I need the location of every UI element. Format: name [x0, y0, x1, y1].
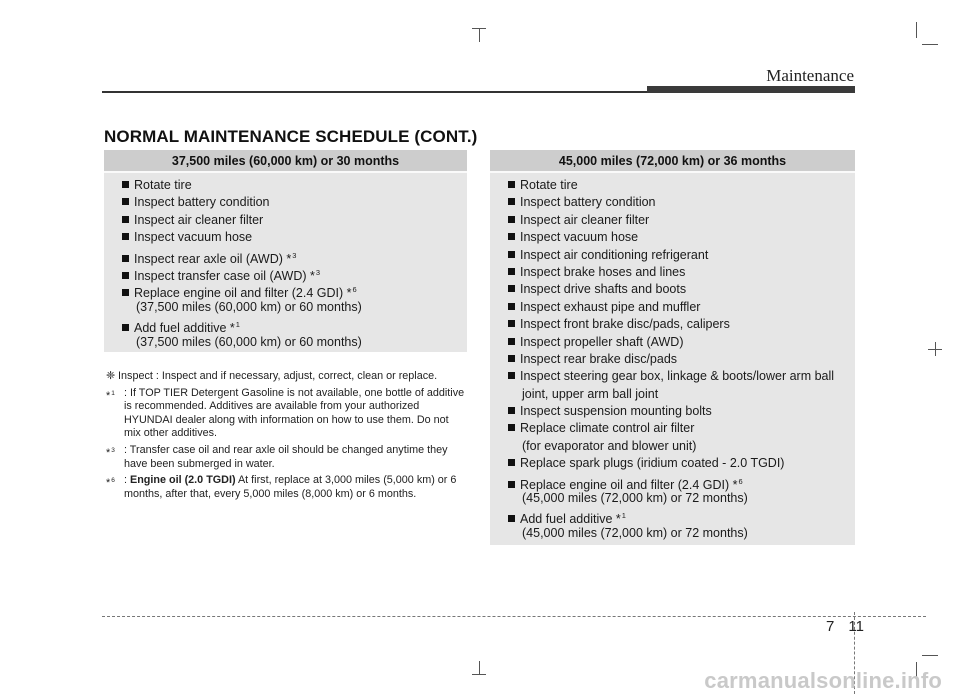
schedule-item-text: Inspect air cleaner filter: [520, 212, 650, 227]
schedule-item-text: (for evaporator and blower unit): [522, 438, 697, 453]
schedule-item: [498, 281, 855, 298]
schedule-item-text: Inspect drive shafts and boots: [520, 282, 687, 297]
footnote-text: : Transfer case oil and rear axle oil should be changed anytime they have been submerged in water.: [124, 443, 448, 470]
checkbox-icon: [122, 272, 129, 279]
footnote-3: [106, 444, 466, 471]
footnote-text: : If TOP TIER Detergent Gasoline is not available, one bottle of additive is recommended. Additives are available from your authorized HYUNDAI dealer along with information on how to use them. Do not mix other additives.: [124, 386, 465, 440]
schedule-item-text: Inspect front brake disc/pads, calipers: [520, 317, 730, 332]
schedule-item: [498, 177, 855, 194]
checkbox-icon: [508, 407, 515, 414]
schedule-item-text: Inspect steering gear box, linkage & boots/lower arm ball: [520, 369, 835, 384]
footnote-6: *$^6$ : Engine oil (2.0 TGDI) At first, replace at 3,000 miles (5,000 km) or 6 months, after that, every 5,000 miles (8,000 km) or 6 months.: [106, 474, 457, 500]
checkbox-icon: [508, 338, 515, 345]
schedule-item-text: (37,500 miles (60,000 km) or 60 months): [136, 299, 362, 314]
footnote-reference: 1: [621, 511, 626, 521]
checkbox-icon: [122, 233, 129, 240]
schedule-item: [498, 316, 855, 333]
schedule-item: [112, 334, 467, 351]
schedule-item: [498, 455, 855, 472]
crop-mark-right-middle-v: [935, 342, 936, 356]
footnote-reference: 6: [738, 476, 743, 486]
checkbox-icon: [122, 324, 129, 331]
schedule-item-text: Inspect propeller shaft (AWD): [520, 334, 684, 349]
schedule-item-text: Inspect vacuum hose: [520, 230, 639, 245]
schedule-item-text: Replace climate control air filter: [520, 421, 695, 436]
schedule-item: [498, 525, 855, 542]
schedule-item-text: Inspect rear brake disc/pads: [520, 351, 678, 366]
schedule-45000: [490, 150, 855, 545]
chapter-title: Maintenance: [766, 66, 854, 85]
checkbox-icon: [508, 198, 515, 205]
schedule-item: [498, 229, 855, 246]
checkbox-icon: [122, 289, 129, 296]
schedule-item: [498, 299, 855, 316]
checkbox-icon: [508, 285, 515, 292]
page-in-chapter: 11: [848, 618, 864, 635]
checkbox-icon: [508, 216, 515, 223]
checkbox-icon: [508, 268, 515, 275]
schedule-item-text: Add fuel additive *: [520, 512, 621, 527]
schedule-item: [112, 212, 467, 229]
schedule-item-text: Inspect rear axle oil (AWD) *: [134, 251, 292, 266]
checkbox-icon: [508, 459, 515, 466]
checkbox-icon: [508, 320, 515, 327]
schedule-item-text: Replace spark plugs (iridium coated - 2.0 TGDI): [520, 456, 785, 471]
schedule-item: [112, 229, 467, 246]
schedule-item: [112, 281, 467, 301]
section-title: NORMAL MAINTENANCE SCHEDULE (CONT.): [104, 127, 478, 146]
footnote-text: At first, replace at 3,000 miles (5,000 km) or 6 months, after that, every 5,000 miles (8,000 km) or 6 months.: [124, 474, 457, 500]
schedule-item-text: (45,000 miles (72,000 km) or 72 months): [522, 525, 748, 540]
schedule-item-text: Inspect brake hoses and lines: [520, 264, 686, 279]
schedule-item: [498, 473, 855, 490]
header-rule: [102, 91, 647, 93]
schedule-heading: 45,000 miles (72,000 km) or 36 months: [490, 150, 855, 173]
note-inspect: ❈ Inspect : Inspect and if necessary, adjust, correct, clean or replace.: [106, 370, 438, 382]
crop-mark-top-right-h: [922, 44, 938, 45]
schedule-item: [112, 264, 467, 281]
schedule-item-text: Replace engine oil and filter (2.4 GDI) *: [520, 477, 738, 492]
checkbox-icon: [122, 255, 129, 262]
schedule-list: [104, 173, 467, 357]
schedule-item: [498, 438, 855, 455]
schedule-item: [112, 316, 467, 336]
footnote-marker: *$^1$: [106, 389, 115, 402]
schedule-item: [498, 420, 855, 437]
schedule-item: [498, 368, 855, 385]
schedule-item-text: Rotate tire: [134, 178, 192, 192]
schedule-item-text: Rotate tire: [520, 178, 578, 192]
footnote-marker: *$^6$: [106, 477, 115, 490]
schedule-item-text: Add fuel additive *: [134, 321, 235, 336]
schedule-item-text: joint, upper arm ball joint: [522, 386, 659, 401]
schedule-item-text: Inspect air cleaner filter: [134, 212, 264, 227]
schedule-item: [498, 351, 855, 368]
schedule-item: [498, 264, 855, 281]
schedule-37500: [104, 150, 467, 352]
footnote-reference: 1: [235, 320, 240, 330]
checkbox-icon: [508, 481, 515, 488]
checkbox-icon: [508, 355, 515, 362]
footnote-reference: 3: [292, 250, 297, 260]
schedule-item-text: Inspect battery condition: [520, 195, 656, 210]
checkbox-icon: [508, 372, 515, 379]
schedule-item: [112, 247, 467, 264]
footnote-reference: 6: [352, 285, 357, 295]
schedule-item: [498, 212, 855, 229]
chapter-number: 7: [826, 618, 835, 635]
schedule-item: [498, 334, 855, 351]
footnote-marker: *$^3$: [106, 446, 115, 459]
schedule-item: [498, 194, 855, 211]
checkbox-icon: [508, 233, 515, 240]
schedule-item: [498, 386, 855, 403]
schedule-item: [112, 299, 467, 316]
schedule-item: [112, 194, 467, 211]
checkbox-icon: [508, 251, 515, 258]
checkbox-icon: [508, 303, 515, 310]
schedule-item-text: Replace engine oil and filter (2.4 GDI) *: [134, 286, 352, 301]
checkbox-icon: [508, 181, 515, 188]
schedule-item-text: Inspect transfer case oil (AWD) *: [134, 268, 315, 283]
schedule-item: [498, 490, 855, 507]
checkbox-icon: [508, 515, 515, 522]
footer-rule: [102, 616, 926, 617]
schedule-item: [498, 507, 855, 527]
checkbox-icon: [122, 181, 129, 188]
crop-mark-bottom-center-v: [479, 661, 480, 675]
checkbox-icon: [122, 198, 129, 205]
schedule-item: [498, 247, 855, 264]
crop-mark-top-center-v: [479, 28, 480, 42]
page-number: [826, 618, 864, 635]
schedule-item-text: Inspect vacuum hose: [134, 230, 253, 245]
schedule-item-text: (37,500 miles (60,000 km) or 60 months): [136, 334, 362, 349]
schedule-list: [490, 173, 855, 548]
schedule-item: [112, 177, 467, 194]
schedule-item-text: Inspect suspension mounting bolts: [520, 404, 712, 419]
schedule-item-text: Inspect air conditioning refrigerant: [520, 247, 709, 262]
crop-mark-top-right-v: [916, 22, 917, 38]
schedule-item-text: Inspect battery condition: [134, 195, 270, 210]
checkbox-icon: [508, 424, 515, 431]
crop-mark-bottom-right-h: [922, 655, 938, 656]
footnote-reference: 3: [315, 267, 321, 277]
notes: [106, 370, 466, 504]
footnote-1: [106, 387, 466, 441]
checkbox-icon: [122, 216, 129, 223]
watermark: carmanualsonline.info: [704, 668, 942, 693]
schedule-item: [498, 403, 855, 420]
schedule-item-text: (45,000 miles (72,000 km) or 72 months): [522, 491, 748, 506]
footnote-bold: Engine oil (2.0 TGDI): [130, 474, 236, 487]
schedule-item-text: Inspect exhaust pipe and muffler: [520, 299, 701, 314]
header-bar: [647, 86, 855, 93]
schedule-heading: 37,500 miles (60,000 km) or 30 months: [104, 150, 467, 173]
